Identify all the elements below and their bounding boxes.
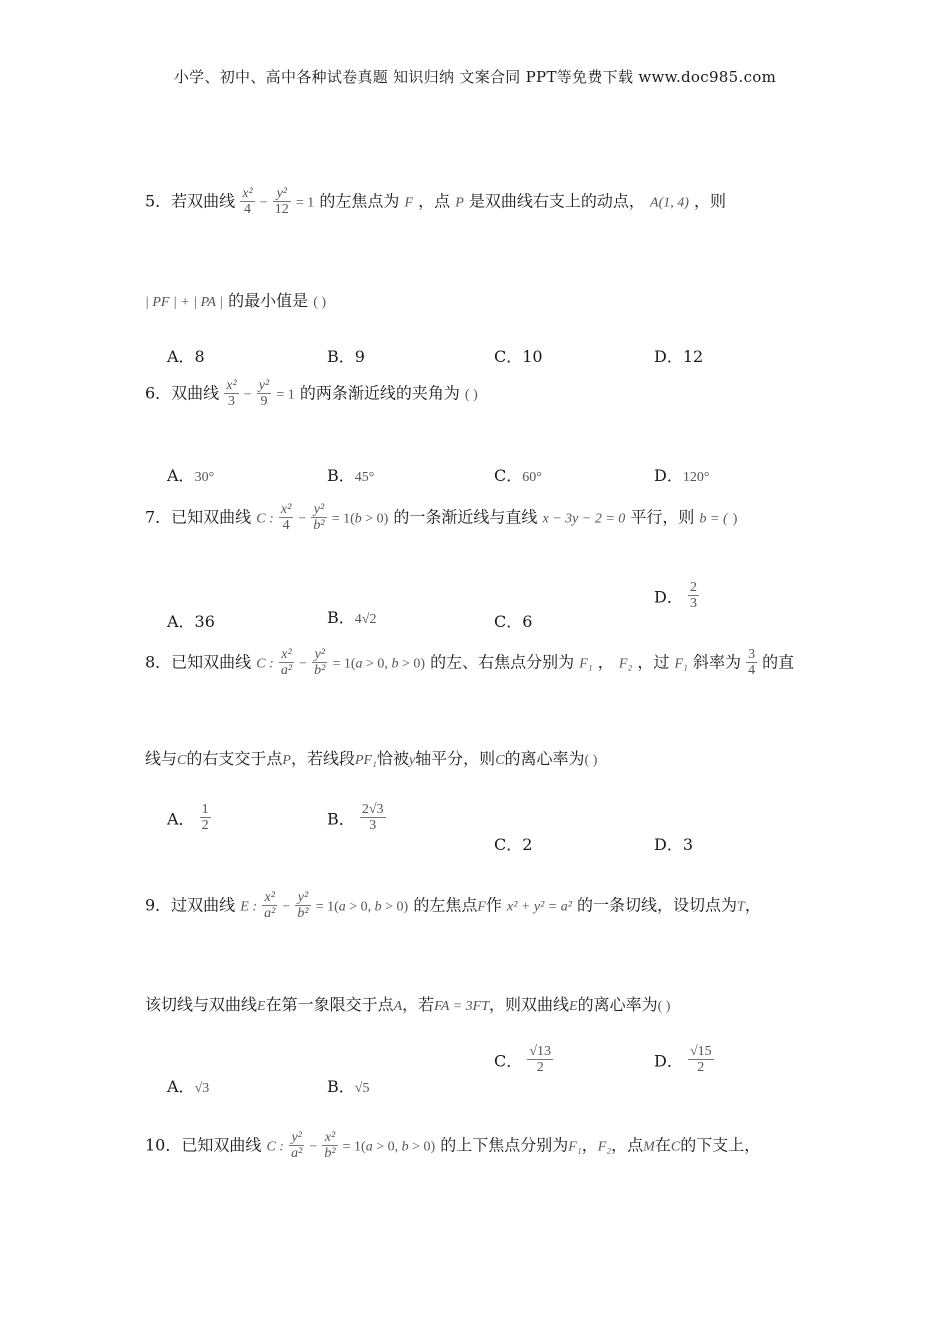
q6-option-c[interactable]: C．60° <box>494 466 542 485</box>
q5-option-b[interactable]: B．9 <box>327 347 365 366</box>
q8-option-a[interactable]: A． $\frac{1}{2}$ <box>167 802 209 834</box>
q7-line-equation: x − 3y − 2 = 0 <box>542 511 626 527</box>
q5-option-d[interactable]: D．12 <box>654 347 704 366</box>
q5-hyperbola-equation: $\frac{\text{x²}}{4}$ − $\frac{\text{y²}}{12}$ = 1 <box>242 186 315 218</box>
q9-option-b[interactable]: B．√5 <box>327 1077 370 1096</box>
q8-hyperbola-equation: C : $\frac{\text{x²}}{\text{a²}}$ − $\frac{\text{y²}}{\text{b²}}$ = 1(a > 0, b > 0) <box>256 647 425 679</box>
q6-hyperbola-equation: $\frac{\text{x²}}{3}$ − $\frac{\text{y²}}{9}$ = 1 <box>226 378 295 410</box>
q9-option-d[interactable]: D． $\frac{√15}{2}$ <box>654 1044 712 1076</box>
page-header: 小学、初中、高中各种试卷真题 知识归纳 文案合同 PPT等免费下载 www.doc985.com <box>173 68 777 86</box>
q5-number: 5．若双曲线 <box>145 191 236 211</box>
q8-number: 8．已知双曲线 <box>145 652 252 672</box>
q7-line1: 7．已知双曲线 C : $\frac{\text{x²}}{4}$ − $\frac{\text{y²}}{\text{b²}}$ = 1(b > 0) 的一条渐近线与直线 x − 3y − 2 = 0 平行，则 b = ( ) <box>145 502 738 534</box>
q10-line1: 10．已知双曲线 C : $\frac{\text{y²}}{\text{a²}}$ − $\frac{\text{x²}}{\text{b²}}$ = 1(a > 0, b > 0) 的上下焦点分别为F₁，F₂，点M在C的下支上， <box>145 1130 761 1162</box>
q6-option-b[interactable]: B．45° <box>327 466 375 485</box>
q7-option-d[interactable]: D． $\frac{2}{3}$ <box>654 580 697 612</box>
q6-line1: 6．双曲线 $\frac{\text{x²}}{3}$ − $\frac{\text{y²}}{9}$ = 1 的两条渐近线的夹角为 ( ) <box>145 378 478 410</box>
q9-line2: 该切线与双曲线E在第一象限交于点A，若FA = 3FT，则双曲线E的离心率为( ) <box>145 995 671 1014</box>
q7-number: 7．已知双曲线 <box>145 507 252 527</box>
q9-number: 9．过双曲线 <box>145 895 236 915</box>
q5-option-a[interactable]: A．8 <box>167 347 205 366</box>
q9-line1: 9．过双曲线 E : $\frac{\text{x²}}{\text{a²}}$ − $\frac{\text{y²}}{\text{b²}}$ = 1(a > 0, b > 0) 的左焦点F作 x² + y² = a² 的一条切线，设切点为T， <box>145 890 761 922</box>
q8-slope: $\frac{3}{4}$ <box>748 647 756 679</box>
q10-hyperbola-equation: C : $\frac{\text{y²}}{\text{a²}}$ − $\frac{\text{x²}}{\text{b²}}$ = 1(a > 0, b > 0) <box>266 1130 436 1162</box>
q5-line2: | PF | + | PA | 的最小值是 ( ) <box>145 291 327 310</box>
q9-hyperbola-equation: E : $\frac{\text{x²}}{\text{a²}}$ − $\frac{\text{y²}}{\text{b²}}$ = 1(a > 0, b > 0) <box>240 890 409 922</box>
q8-option-d[interactable]: D．3 <box>654 835 694 854</box>
q5-line1: 5．若双曲线 $\frac{\text{x²}}{4}$ − $\frac{\text{y²}}{12}$ = 1 的左焦点为 F ，点 P 是双曲线右支上的动点， A(1, 4) ，则 <box>145 186 727 218</box>
q7-option-a[interactable]: A．36 <box>167 612 215 631</box>
q5-option-c[interactable]: C．10 <box>494 347 543 366</box>
q7-option-c[interactable]: C．6 <box>494 612 533 631</box>
q8-line2: 线与C的右支交于点P，若线段PF₁恰被y轴平分，则C的离心率为( ) <box>145 749 598 768</box>
q8-line1: 8．已知双曲线 C : $\frac{\text{x²}}{\text{a²}}$ − $\frac{\text{y²}}{\text{b²}}$ = 1(a > 0, b > 0) 的左、右焦点分别为 F₁ ， F₂ ，过 F₁ 斜率为 $\frac{3}{4}$ 的直 <box>145 647 795 679</box>
q9-circle-equation: x² + y² = a² <box>507 899 572 915</box>
q8-option-b[interactable]: B． $\frac{2√3}{3}$ <box>327 802 384 834</box>
q9-option-a[interactable]: A．√3 <box>167 1077 210 1096</box>
q7-option-b[interactable]: B．4√2 <box>327 608 377 627</box>
q6-option-a[interactable]: A．30° <box>167 466 215 485</box>
q9-condition: FA = 3FT <box>434 999 490 1014</box>
q10-number: 10．已知双曲线 <box>145 1135 262 1155</box>
q9-option-c[interactable]: C． $\frac{√13}{2}$ <box>494 1044 552 1076</box>
q5-expression: | PF | + | PA | <box>145 295 223 310</box>
q8-option-c[interactable]: C．2 <box>494 835 533 854</box>
q5-point-a: A(1, 4) <box>650 195 689 211</box>
q6-number: 6．双曲线 <box>145 383 220 403</box>
q6-option-d[interactable]: D．120° <box>654 466 710 485</box>
q7-hyperbola-equation: C : $\frac{\text{x²}}{4}$ − $\frac{\text{y²}}{\text{b²}}$ = 1(b > 0) <box>256 502 389 534</box>
